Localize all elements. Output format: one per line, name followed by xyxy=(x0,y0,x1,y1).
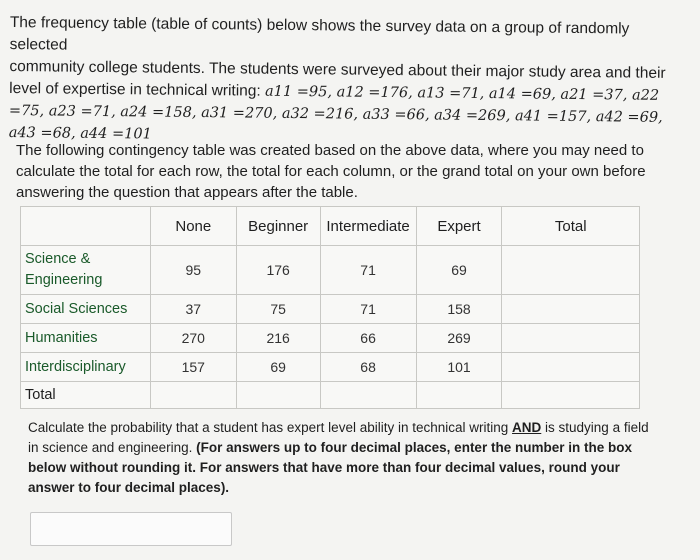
row-total-cell xyxy=(502,246,640,295)
column-total-cell xyxy=(320,382,416,409)
value-item: a42 =69 xyxy=(595,109,659,126)
header-cell: Expert xyxy=(416,207,502,246)
value-item: a23 =71 xyxy=(48,103,112,121)
header-cell-blank xyxy=(21,207,151,246)
header-cell: Total xyxy=(502,207,640,246)
instructions-paragraph: The following contingency table was created based on the above data, where you may need to calculate the total for each row, the total for each column, or the grand total on your own before answering the question that appears after the table. xyxy=(16,142,646,201)
value-item: a24 =158 xyxy=(120,104,192,121)
table-cell: 158 xyxy=(416,295,502,324)
intro-paragraph xyxy=(9,12,670,151)
value-item: a41 =157 xyxy=(514,108,587,126)
table-cell: 101 xyxy=(416,353,502,382)
grand-total-cell xyxy=(502,382,640,409)
and-emphasis: AND xyxy=(512,420,542,435)
table-header-row xyxy=(21,207,640,246)
table-cell: 71 xyxy=(320,295,416,324)
table-cell: 37 xyxy=(150,295,236,324)
header-cell: None xyxy=(150,207,236,246)
row-total-cell xyxy=(502,353,640,382)
table-cell: 176 xyxy=(236,246,320,295)
value-item: a14 =69 xyxy=(488,86,552,103)
value-item: a34 =269 xyxy=(434,107,506,125)
table-cell: 68 xyxy=(320,353,416,382)
value-item: a33 =66 xyxy=(362,106,426,124)
value-item: a21 =37 xyxy=(560,86,623,104)
header-cell: Beginner xyxy=(236,207,320,246)
value-item: a44 =101 xyxy=(80,125,152,143)
table-cell: 269 xyxy=(416,324,502,353)
value-item: a12 =176 xyxy=(336,84,409,102)
table-cell: 69 xyxy=(416,246,502,295)
table-cell: 71 xyxy=(320,246,416,295)
intro-line-2: community college students. The students were surveyed about their major study area and their xyxy=(9,57,666,82)
table-row xyxy=(21,324,640,353)
row-label: Science & Engineering xyxy=(21,246,151,295)
column-total-cell xyxy=(236,382,320,409)
header-cell: Intermediate xyxy=(320,207,416,246)
value-item: a11 =95 xyxy=(264,83,328,101)
rounding-instructions: (For answers up to four decimal places, enter the number in the box below without rounding it. For answers that have more than four decimal values, round your answer to four decimal places). xyxy=(28,440,632,495)
value-item: a13 =71 xyxy=(417,85,480,102)
values-list: a11 =95, a12 =176, a13 =71, a14 =69, a21 =37, a22 =75, a23 =71, a24 =158, a31 =270, a32 =216, a33 =66, a34 =269, a41 =157, a42 =69, a43 =68, a44 =101 xyxy=(8,83,663,143)
table-cell: 75 xyxy=(236,295,320,324)
row-label: Humanities xyxy=(21,324,151,353)
table-cell: 216 xyxy=(236,324,320,353)
column-total-cell xyxy=(150,382,236,409)
table-cell: 69 xyxy=(236,353,320,382)
value-item: a31 =270 xyxy=(201,105,273,122)
value-item: a32 =216 xyxy=(281,105,354,123)
question-paragraph: Calculate the probability that a student has expert level ability in technical writing AND is studying a field in science and engineering. (For answers up to four decimal places, enter the number in the box below without rounding it. For answers that have more than four decimal values, round your answer to four decimal places). xyxy=(28,420,649,495)
total-row xyxy=(21,382,640,409)
intro-line-1: The frequency table (table of counts) below shows the survey data on a group of randomly selected xyxy=(9,13,630,54)
column-total-cell xyxy=(416,382,502,409)
row-label: Social Sciences xyxy=(21,295,151,324)
answer-input[interactable] xyxy=(30,512,232,546)
table-row xyxy=(21,295,640,324)
table-row xyxy=(21,353,640,382)
contingency-table xyxy=(20,206,640,409)
value-item: a43 =68 xyxy=(8,124,72,142)
table-cell: 66 xyxy=(320,324,416,353)
row-total-cell xyxy=(502,295,640,324)
row-label: Interdisciplinary xyxy=(21,353,151,382)
total-row-label: Total xyxy=(21,382,151,409)
table-row xyxy=(21,246,640,295)
table-cell: 270 xyxy=(150,324,236,353)
table-cell: 95 xyxy=(150,246,236,295)
intro-line-3: level of expertise in technical writing: xyxy=(9,79,261,100)
table-cell: 157 xyxy=(150,353,236,382)
value-item: a22 =75 xyxy=(8,87,660,120)
row-total-cell xyxy=(502,324,640,353)
